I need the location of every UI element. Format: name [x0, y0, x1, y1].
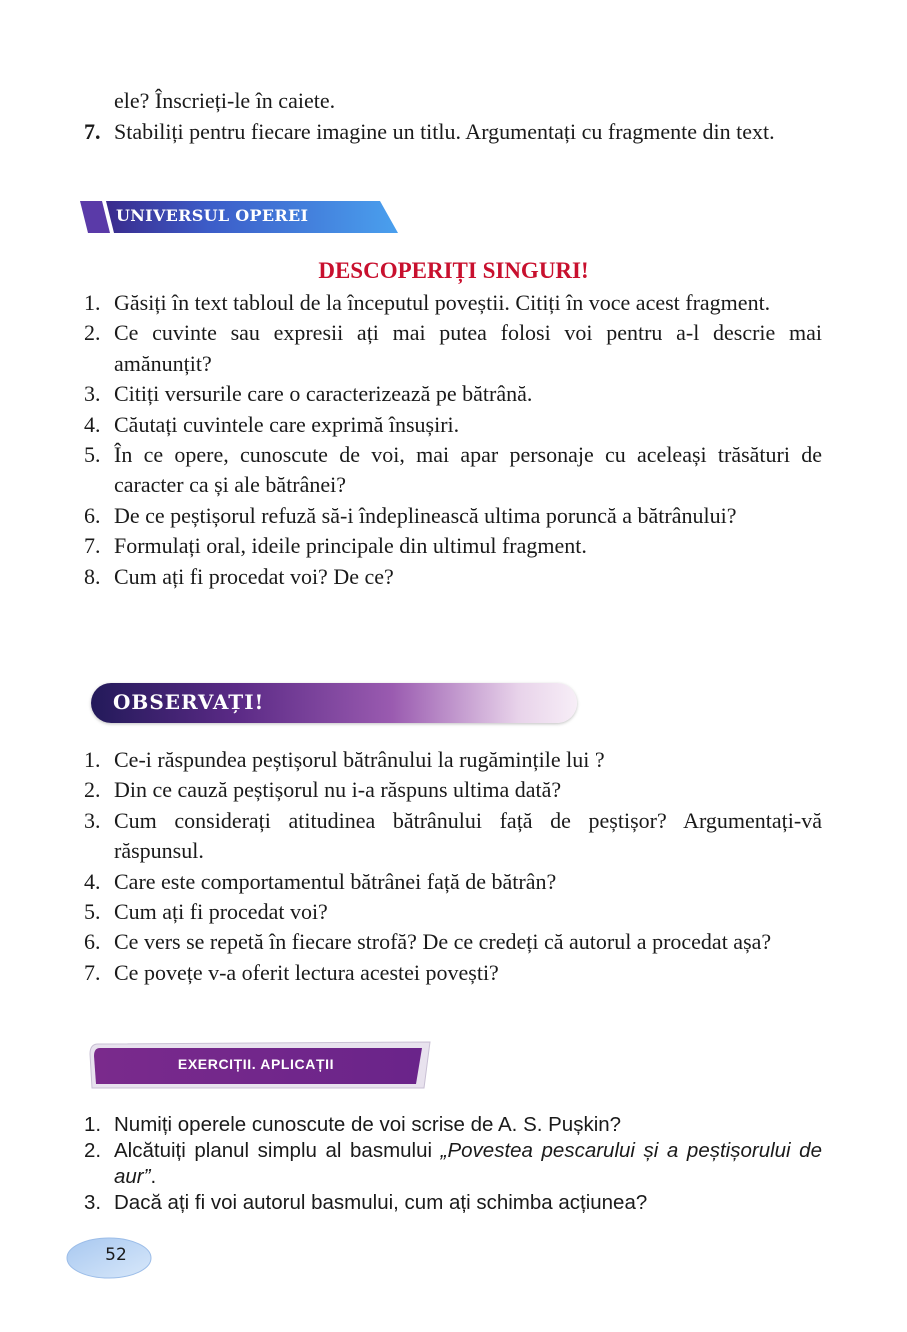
exercitii-aplicatii-banner — [86, 1038, 432, 1094]
item-text: De ce peștișorul refuză să-i îndeplinească ultima poruncă a bătrânului? — [114, 502, 737, 528]
list-item — [84, 410, 822, 440]
list-item — [84, 745, 822, 775]
list-item — [84, 501, 822, 531]
item-text: Ce cuvinte sau expresii ați mai putea folosi voi pentru a-l descrie mai amănunțit? — [114, 320, 822, 376]
list-item — [84, 867, 822, 897]
descoperiti-list — [84, 288, 822, 592]
observati-banner — [91, 683, 577, 723]
story-title: „Povestea pescarului și a peștișorului de aur” — [114, 1139, 822, 1188]
list-item — [84, 379, 822, 409]
exercitii-list — [84, 1112, 822, 1216]
item-number: 6. — [84, 929, 101, 955]
intro-list — [84, 117, 822, 147]
item-number: 3. — [84, 381, 101, 407]
item-text: Formulați oral, ideile principale din ultimul fragment. — [114, 533, 587, 559]
page-number-badge — [66, 1236, 152, 1280]
item-number: 3. — [84, 807, 101, 833]
item-text: Dacă ați fi voi autorul basmului, cum ați schimba acțiunea? — [114, 1191, 648, 1214]
list-item — [84, 958, 822, 988]
item-text: Ce vers se repetă în fiecare strofă? De ce credeți că autorul a procedat așa? — [114, 929, 772, 955]
list-item — [84, 318, 822, 379]
banner-label: OBSERVAȚI! — [113, 690, 265, 714]
item-text: Citiți versurile care o caracterizează pe bătrână. — [114, 381, 533, 407]
item-text: Căutați cuvintele care exprimă însușiri. — [114, 411, 460, 437]
list-item — [84, 897, 822, 927]
banner-label: UNIVERSUL OPEREI — [116, 206, 309, 225]
item-text: Care este comportamentul bătrânei față de bătrân? — [114, 868, 557, 894]
item-number: 5. — [84, 442, 101, 468]
section-heading: DESCOPERIȚI SINGURI! — [318, 258, 589, 283]
item-text: Cum considerați atitudinea bătrânului față de peștișor? Argumentați-vă răspunsul. — [114, 807, 822, 864]
item-text: Cum ați fi procedat voi? — [114, 899, 328, 925]
item-text: În ce opere, cunoscute de voi, mai apar personaje cu aceleași trăsături de caracter ca și ale bătrânei? — [114, 442, 822, 498]
item-number: 4. — [84, 868, 101, 894]
item-number: 1. — [84, 747, 101, 772]
banner-label: EXERCIȚII. APLICAȚII — [177, 1056, 335, 1072]
item-number: 2. — [84, 1139, 102, 1162]
item-text: Găsiți în text tabloul de la începutul poveștii. Citiți în voce acest fragment. — [114, 290, 771, 315]
item-number: 7. — [84, 959, 101, 985]
list-item — [84, 117, 822, 147]
item-number: 1. — [84, 1113, 102, 1136]
item-text: Ce povețe v-a oferit lectura acestei povești? — [114, 959, 499, 985]
list-item — [84, 531, 822, 561]
item-number: 2. — [84, 320, 101, 346]
list-item — [84, 806, 822, 867]
list-item — [84, 440, 822, 501]
universul-operei-banner — [80, 199, 400, 235]
list-item — [84, 775, 822, 805]
item-number: 8. — [84, 563, 101, 589]
item-text: Numiți operele cunoscute de voi scrise de A. S. Pușkin? — [114, 1113, 622, 1136]
item-number: 2. — [84, 777, 101, 803]
item-number: 7. — [84, 119, 101, 144]
list-item — [84, 1112, 822, 1138]
item-number: 1. — [84, 290, 101, 315]
intro-continuation-text: ele? Înscrieți-le în caiete. — [114, 88, 336, 113]
item-number: 6. — [84, 502, 101, 528]
list-item — [84, 562, 822, 592]
item-text — [114, 1138, 822, 1190]
item-number: 5. — [84, 899, 101, 925]
item-text: Cum ați fi procedat voi? De ce? — [114, 563, 394, 589]
page-number: 52 — [105, 1245, 127, 1265]
list-item — [84, 1190, 822, 1216]
item-number: 3. — [84, 1191, 102, 1214]
item-text-suffix: . — [150, 1165, 157, 1188]
observati-list — [84, 745, 822, 988]
list-item — [84, 1138, 822, 1190]
item-number: 4. — [84, 411, 101, 437]
item-text: Ce-i răspundea peștișorul bătrânului la rugămințile lui ? — [114, 747, 605, 772]
list-item — [84, 288, 822, 318]
list-item — [84, 927, 822, 957]
item-number: 7. — [84, 533, 101, 559]
item-text-prefix: Alcătuiți planul simplu al basmului — [114, 1139, 441, 1162]
item-text: Din ce cauză peștișorul nu i-a răspuns ultima dată? — [114, 777, 562, 803]
item-text: Stabiliți pentru fiecare imagine un titlu. Argumentați cu fragmente din text. — [114, 119, 775, 144]
